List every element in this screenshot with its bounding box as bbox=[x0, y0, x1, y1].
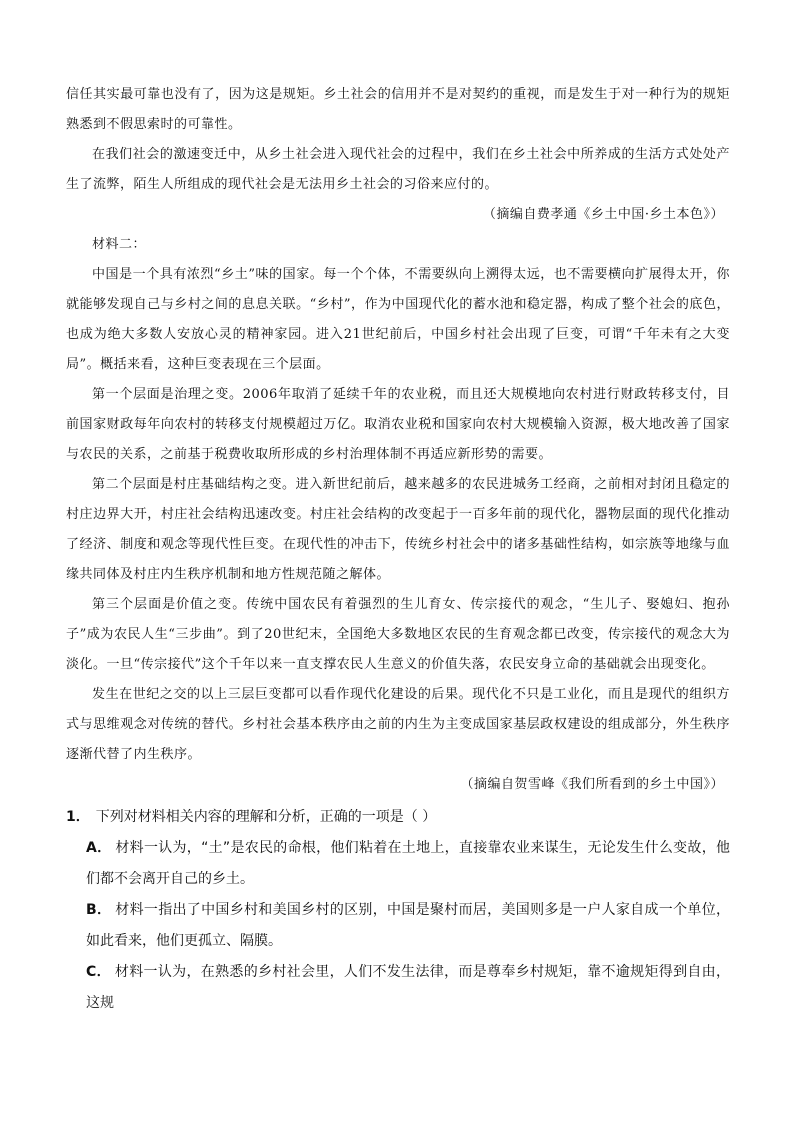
question-1-stem bbox=[66, 802, 730, 833]
option-letter: A． bbox=[86, 840, 112, 856]
option-c bbox=[66, 957, 730, 1019]
option-a bbox=[66, 833, 730, 895]
material2-paragraph: 第二个层面是村庄基础结构之变。进入新世纪前后，越来越多的农民进城务工经商，之前相对封闭且稳定的村庄边界大开，村庄社会结构迅速改变。村庄社会结构的改变起于一百多年前的现代化，器物层面的现代化推动了经济、制度和观念等现代性巨变。在现代性的冲击下，传统乡村社会中的诸多基础性结构，如宗族等地缘与血缘共同体及村庄内生秩序机制和地方性规范随之解体。 bbox=[66, 477, 730, 582]
option-text: 材料一认为，“土”是农民的命根，他们粘着在土地上，直接靠农业来谋生，无论发生什么变故，他们都不会离开自己的乡土。 bbox=[86, 840, 730, 887]
document-content bbox=[66, 80, 730, 1019]
material2-paragraph: 发生在世纪之交的以上三层巨变都可以看作现代化建设的后果。现代化不只是工业化，而且是现代的组织方式与思维观念对传统的替代。乡村社会基本秩序由之前的内生为主变成国家基层政权建设的组成部分，外生秩序逐渐代替了内生秩序。 bbox=[66, 687, 730, 762]
material1-source: （摘编自费孝通《乡土中国·乡土本色》） bbox=[482, 207, 724, 222]
option-b bbox=[66, 895, 730, 957]
question-text: 下列对材料相关内容的理解和分析，正确的一项是（ ） bbox=[95, 809, 437, 825]
material2-paragraph: 第一个层面是治理之变。2006年取消了延续千年的农业税，而且还大规模地向农村进行财政转移支付，目前国家财政每年向农村的转移支付规模超过万亿。取消农业税和国家向农村大规模输入资源，极大地改善了国家与农民的关系，之前基于税费收取所形成的乡村治理体制不再适应新形势的需要。 bbox=[66, 387, 730, 462]
material2-paragraph: 中国是一个具有浓烈“乡土”味的国家。每一个个体，不需要纵向上溯得太远，也不需要横向扩展得太开，你就能够发现自己与乡村之间的息息关联。“乡村”，作为中国现代化的蓄水池和稳定器，构成了整个社会的底色，也成为绝大多数人安放心灵的精神家园。进入21世纪前后，中国乡村社会出现了巨变，可谓“千年未有之大变局”。概括来看，这种巨变表现在三个层面。 bbox=[66, 267, 730, 372]
option-text: 材料一认为，在熟悉的乡村社会里，人们不发生法律，而是尊奉乡村规矩，靠不逾规矩得到自由，这规 bbox=[86, 964, 730, 1011]
material2-paragraph: 第三个层面是价值之变。传统中国农民有着强烈的生儿育女、传宗接代的观念，“生儿子、娶媳妇、抱孙子”成为农民人生“三步曲”。到了20世纪末，全国绝大多数地区农民的生育观念都已改变，传宗接代的观念大为淡化。一旦“传宗接代”这个千年以来一直支撑农民人生意义的价值失落，农民安身立命的基础就会出现变化。 bbox=[66, 597, 730, 672]
option-text: 材料一指出了中国乡村和美国乡村的区别，中国是聚村而居，美国则多是一户人家自成一个单位，如此看来，他们更孤立、隔膜。 bbox=[86, 902, 731, 949]
question-number: 1． bbox=[66, 809, 90, 825]
material1-paragraph-trust: 信任其实最可靠也没有了，因为这是规矩。乡土社会的信用并不是对契约的重视，而是发生于对一种行为的规矩熟悉到不假思索时的可靠性。 bbox=[66, 87, 730, 132]
option-letter: C． bbox=[86, 964, 111, 980]
material2-label: 材料二： bbox=[92, 237, 147, 252]
material2-source: （摘编自贺雪峰《我们所看到的乡土中国》） bbox=[460, 777, 724, 792]
material1-paragraph-change: 在我们社会的激速变迁中，从乡土社会进入现代社会的过程中，我们在乡土社会中所养成的生活方式处处产生了流弊，陌生人所组成的现代社会是无法用乡土社会的习俗来应付的。 bbox=[66, 147, 730, 192]
option-letter: B． bbox=[86, 902, 112, 918]
